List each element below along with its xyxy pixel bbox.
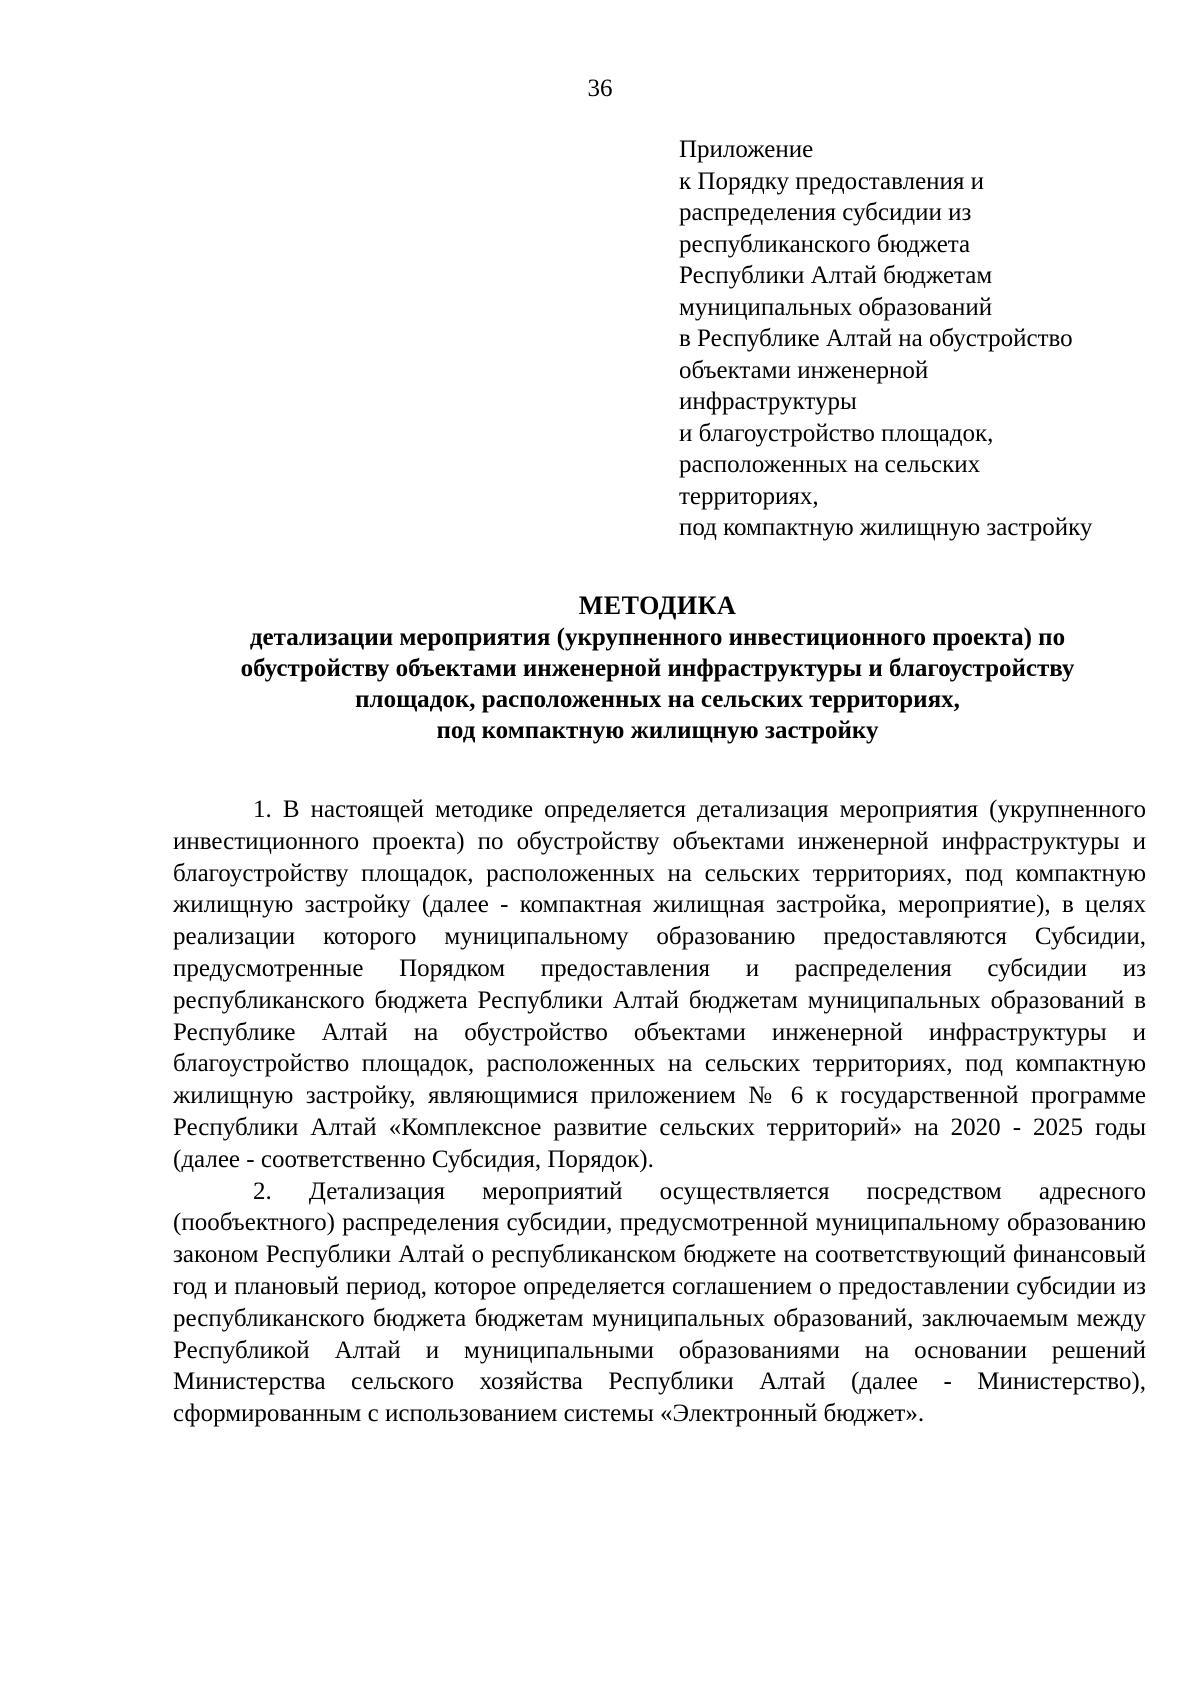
page-number: 36 xyxy=(587,75,613,102)
document-body xyxy=(173,794,1146,1430)
paragraph-1: 1. В настоящей методике определяется детализация мероприятия (укрупненного инвестиционного проекта) по обустройству объектами инженерной инфраструктуры и благоустройству площадок, расположенных на сельских территориях, под компактную жилищную застройку (далее - компактная жилищная застройка, мероприятие), в целях реализации которого муниципальному образованию предоставляются Субсидии, предусмотренные Порядком предоставления и распределения субсидии из республиканского бюджета Республики Алтай бюджетам муниципальных образований в Республике Алтай на обустройство объектами инженерной инфраструктуры и благоустройство площадок, расположенных на сельских территориях, под компактную жилищную застройку, являющимися приложением № 6 к государственной программе Республики Алтай «Комплексное развитие сельских территорий» на 2020 - 2025 годы (далее - соответственно Субсидия, Порядок). xyxy=(173,796,1146,1173)
paragraph-2: 2. Детализация мероприятий осуществляется посредством адресного (пообъектного) распределения субсидии, предусмотренной муниципальному образованию законом Республики Алтай о республиканском бюджете на соответствующий финансовый год и плановый период, которое определяется соглашением о предоставлении субсидии из республиканского бюджета бюджетам муниципальных образований, заключаемым между Республикой Алтай и муниципальными образованиями на основании решений Министерства сельского хозяйства Республики Алтай (далее - Министерство), сформированным с использованием системы «Электронный бюджет». xyxy=(173,1177,1146,1428)
appendix-line: в Республике Алтай на обустройство xyxy=(679,325,1073,352)
appendix-line: и благоустройство площадок, xyxy=(679,419,994,447)
appendix-line: территориях, xyxy=(679,482,819,510)
appendix-line: расположенных на сельских xyxy=(679,451,981,478)
document-subtitle-line: под компактную жилищную застройку xyxy=(436,717,879,744)
appendix-line: инфраструктуры xyxy=(679,388,857,415)
document-subtitle-line: площадок, расположенных на сельских территориях, xyxy=(355,686,960,713)
appendix-line: Республики Алтай бюджетам xyxy=(679,262,993,289)
document-heading xyxy=(160,590,1155,746)
appendix-line: Приложение xyxy=(679,136,814,163)
appendix-line: под компактную жилищную застройку xyxy=(679,514,1093,541)
document-title: МЕТОДИКА xyxy=(578,591,737,620)
document-subtitle-line: детализации мероприятия (укрупненного инвестиционного проекта) по xyxy=(249,624,1066,651)
appendix-line: муниципальных образований xyxy=(679,293,993,321)
appendix-line: республиканского бюджета xyxy=(679,230,971,258)
appendix-line: к Порядку предоставления и xyxy=(679,167,985,195)
document-subtitle-line: обустройству объектами инженерной инфраструктуры и благоустройству xyxy=(240,655,1075,682)
appendix-note xyxy=(679,134,1179,544)
appendix-line: объектами инженерной xyxy=(679,356,929,384)
appendix-line: распределения субсидии из xyxy=(679,199,972,226)
